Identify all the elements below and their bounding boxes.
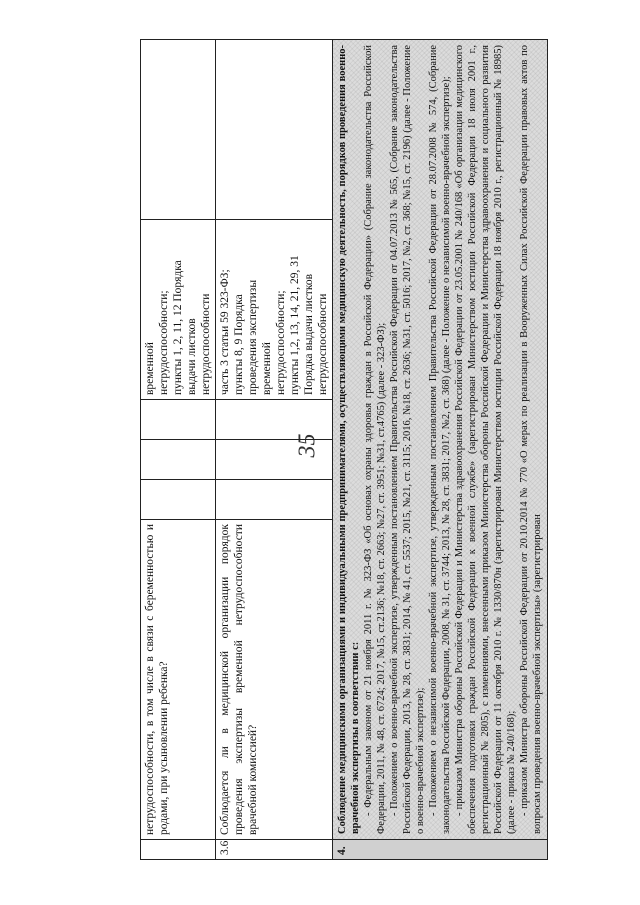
section-body [333, 40, 548, 840]
note-cell [141, 40, 216, 220]
checklist-table [140, 39, 548, 860]
table-row [216, 40, 333, 860]
answer-na-cell [141, 400, 216, 440]
section-number: 4. [333, 840, 548, 860]
answer-yes-cell [141, 480, 216, 520]
section-heading: Соблюдение медицинскими организациями и индивидуальными предпринимателями, осуществляющими медицинскую деятельность, порядков проведения военно-врачебной экспертизы в соответствии с: [337, 45, 361, 834]
section-paragraph: - приказом Министра обороны Российской Федерации и Министерства здравоохранения Российской Федерации от 23.05.2001 № 240/168 «Об организации медицинского обеспечения подготовки граждан Российской Федерации к военной службе» (зарегистрирован Министерством юстиции Российской Федерации 18 июля 2001 г., регистрационный № 2805), с изменениями, внесенными приказом Министерства обороны Российской Федерации и Министерства здравоохранения и социального развития Российской Федерации от 11 октября 2010 г. № 1330/870н (зарегистрирован Министерством юстиции Российской Федерации 18 ноября 2010 г., регистрационный № 18985) (далее - приказ № 240/168); [454, 45, 517, 834]
row-number: 3.6 [216, 840, 333, 860]
question-text: нетрудоспособности, в том числе в связи с беременностью и родами, при усыновлении ребенка? [141, 520, 216, 840]
section-paragraph: - приказом Министра обороны Российской Федерации от 20.10.2014 № 770 «О мерах по реализации в Вооруженных Силах Российской Федерации правовых актов по вопросам проведения военно-врачебной экспертизы» (зарегистрирован [519, 45, 543, 834]
section-row [333, 40, 548, 860]
rotated-document-sheet [140, 40, 543, 860]
answer-yes-cell [216, 480, 333, 520]
note-cell [216, 40, 333, 220]
answer-na-cell [216, 400, 333, 440]
legal-reference: часть 3 статьи 59 323-ФЗ; пункты 8, 9 Порядка проведения экспертизы временной нетрудоспособности; пункты 1,2, 13, 14, 21, 29, 31 Порядка выдачи листков нетрудоспособности [216, 220, 333, 400]
legal-reference: временной нетрудоспособности; пункты 1, 2, 11, 12 Порядка выдачи листков нетрудоспособности [141, 220, 216, 400]
page-number: 35 [294, 433, 321, 458]
section-paragraph: - Федеральным законом от 21 ноября 2011 г. № 323-ФЗ «Об основах охраны здоровья граждан в Российской Федерации» (Собрание законодательства Российской Федерации, 2011, № 48, ст. 6724; 2017, №15, ст.2136; №18, ст. 2663; №27, ст. 3951; №31, ст.4765) (далее - 323-ФЗ); [363, 45, 387, 834]
section-paragraph: - Положением о военно-врачебной экспертизе, утвержденным постановлением Правительства Российской Федерации от 04.07.2013 № 565, (Собрание законодательства Российской Федерации, 2013, № 28, ст. 3831; 2014, № 41, ст. 5537; 2015, №21, ст. 3115; 2016, №18, ст. 2636; №31, ст. 5016; 2017, №2, ст. 368; №15, ст. 2196) (далее - Положение о военно-врачебной экспертизе); [389, 45, 426, 834]
section-paragraph: - Положением о независимой военно-врачебной экспертизе, утвержденным постановлением Правительства Российской Федерации от 28.07.2008 № 574, (Собрание законодательства Российской Федерации, 2008, № 31, ст. 3744; 2013, № 28, ст. 3831; 2017, №2, ст. 368) (далее - Положение о независимой военно-врачебной экспертизе); [428, 45, 452, 834]
question-text: Соблюдается ли в медицинской организации порядок проведения экспертизы временной нетрудоспособности врачебной комиссией? [216, 520, 333, 840]
answer-no-cell [216, 440, 333, 480]
row-number [141, 840, 216, 860]
table-row [141, 40, 216, 860]
answer-no-cell [141, 440, 216, 480]
